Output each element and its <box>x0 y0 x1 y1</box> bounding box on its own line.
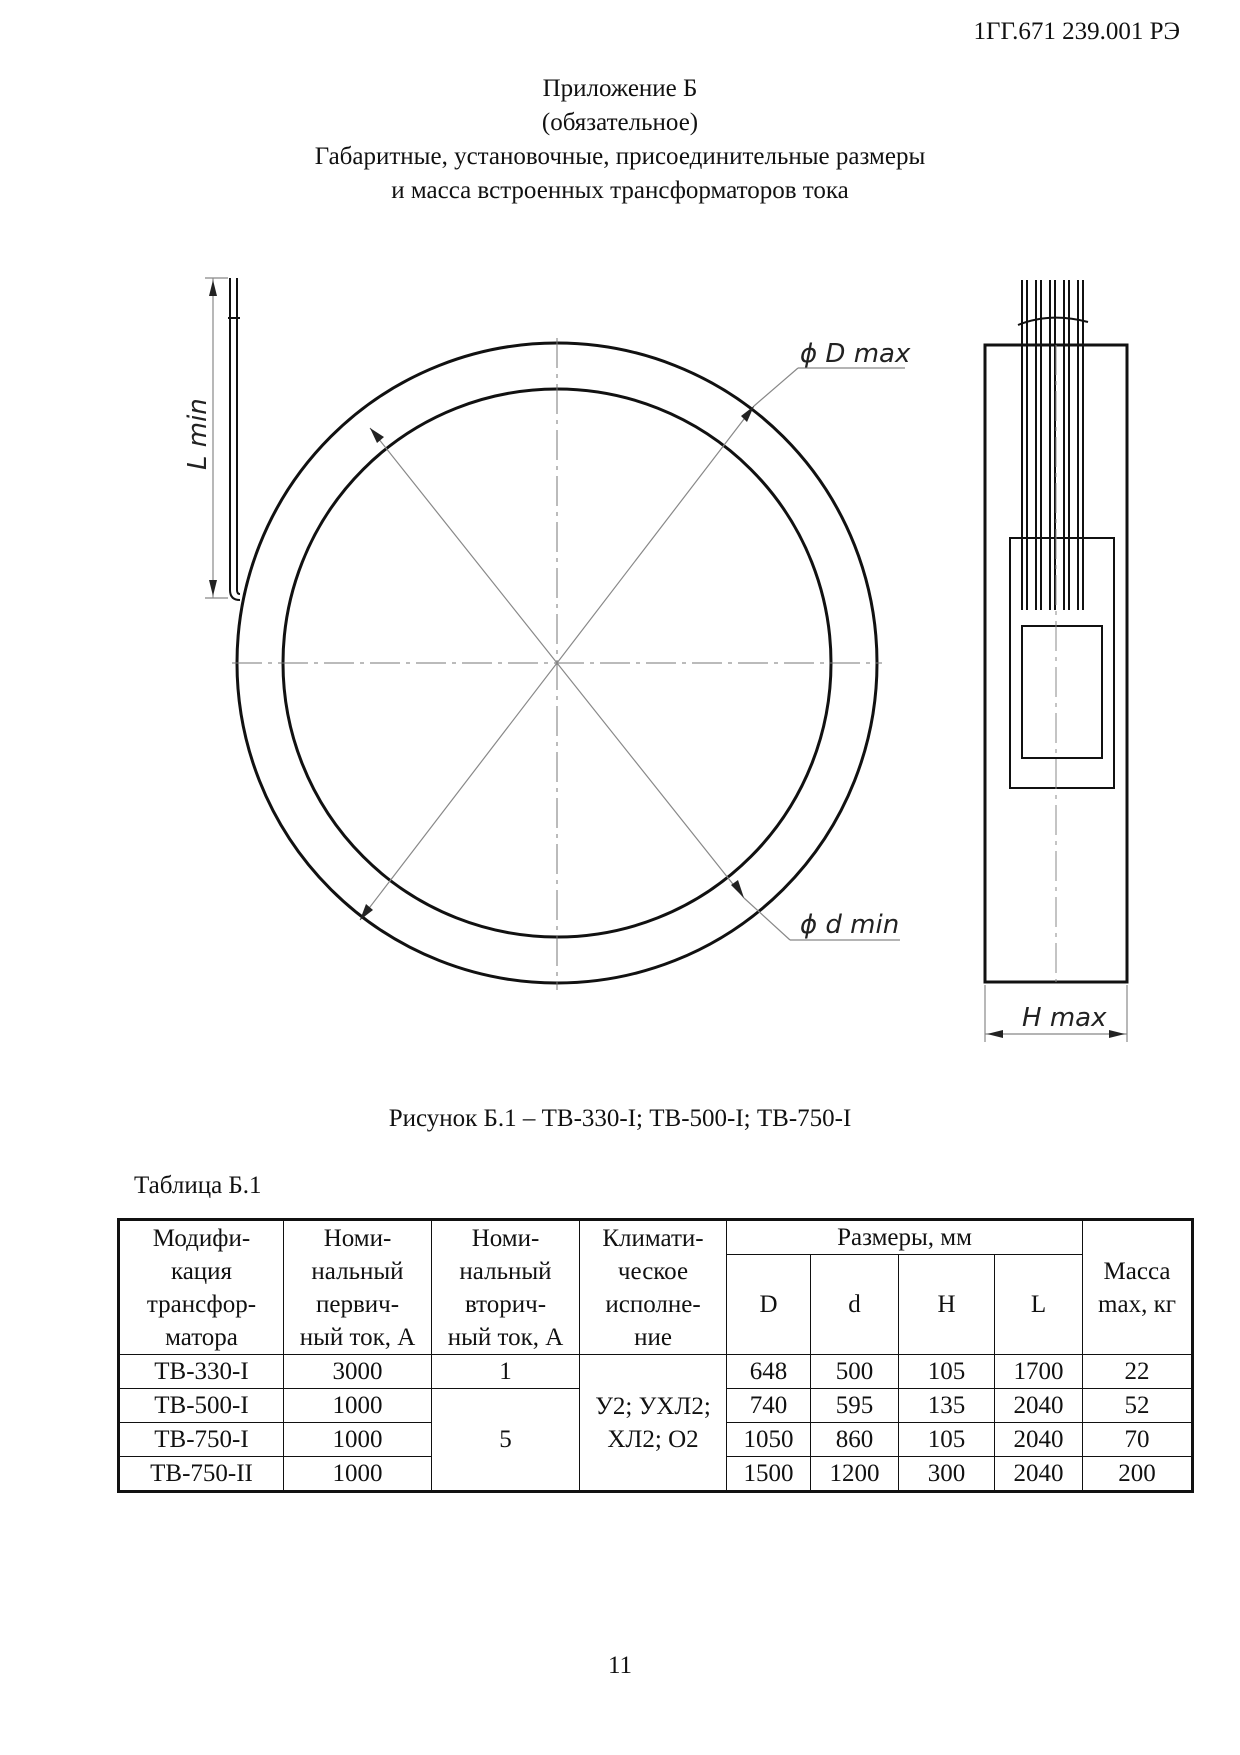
header-D: D <box>727 1255 811 1355</box>
table-row <box>119 1355 1193 1389</box>
cell-model: ТВ-750-II <box>119 1457 284 1492</box>
appendix-status: (обязательное) <box>541 109 699 136</box>
cell-L: 1700 <box>995 1355 1083 1389</box>
cell-L: 2040 <box>995 1457 1083 1492</box>
nameplate <box>1022 626 1102 758</box>
cell-d: 500 <box>811 1355 899 1389</box>
cell-secondary: 5 <box>432 1389 580 1492</box>
header-climate: Климати- ческое исполне- ние <box>580 1220 727 1355</box>
specification-table <box>117 1218 1194 1493</box>
center-lines <box>232 338 882 990</box>
cell-d: 595 <box>811 1389 899 1423</box>
header-modification: Модифи- кация трансфор- матора <box>119 1220 284 1355</box>
inner-diameter-label: ϕ d min <box>800 910 900 940</box>
cell-primary: 3000 <box>284 1355 432 1389</box>
cell-model: ТВ-750-I <box>119 1423 284 1457</box>
terminal-box <box>1010 538 1114 788</box>
appendix-subject-line1: Габаритные, установочные, присоединительные размеры <box>314 143 926 170</box>
cell-model: ТВ-330-I <box>119 1355 284 1389</box>
lead-wire <box>228 278 240 600</box>
lead-length-label: L min <box>183 398 213 470</box>
outer-diameter-label: ϕ D max <box>800 339 911 369</box>
cell-H: 300 <box>899 1457 995 1492</box>
header-primary-current: Номи- нальный первич- ный ток, А <box>284 1220 432 1355</box>
appendix-title: Приложение Б <box>542 75 698 102</box>
cell-climate: У2; УХЛ2; ХЛ2; О2 <box>580 1355 727 1492</box>
header-L: L <box>995 1255 1083 1355</box>
cell-H: 105 <box>899 1355 995 1389</box>
cell-H: 135 <box>899 1389 995 1423</box>
header-secondary-current: Номи- нальный вторич- ный ток, А <box>432 1220 580 1355</box>
header-H: H <box>899 1255 995 1355</box>
cell-primary: 1000 <box>284 1423 432 1457</box>
cell-d: 1200 <box>811 1457 899 1492</box>
appendix-subject-line2: и масса встроенных трансформаторов тока <box>391 177 849 204</box>
cell-mass: 200 <box>1083 1457 1193 1492</box>
cell-D: 1050 <box>727 1423 811 1457</box>
cell-L: 2040 <box>995 1423 1083 1457</box>
side-leads <box>1018 280 1088 610</box>
cell-mass: 52 <box>1083 1389 1193 1423</box>
diameter-dimension-lines <box>360 368 905 940</box>
front-view <box>205 278 905 990</box>
table-header-row-1 <box>119 1220 1193 1255</box>
cell-primary: 1000 <box>284 1457 432 1492</box>
header-d: d <box>811 1255 899 1355</box>
document-code: 1ГГ.671 239.001 РЭ <box>973 18 1180 45</box>
cell-mass: 22 <box>1083 1355 1193 1389</box>
cell-H: 105 <box>899 1423 995 1457</box>
cell-L: 2040 <box>995 1389 1083 1423</box>
cell-model: ТВ-500-I <box>119 1389 284 1423</box>
cell-primary: 1000 <box>284 1389 432 1423</box>
cell-d: 860 <box>811 1423 899 1457</box>
page-number: 11 <box>607 1652 633 1679</box>
cell-D: 648 <box>727 1355 811 1389</box>
cell-secondary: 1 <box>432 1355 580 1389</box>
cell-mass: 70 <box>1083 1423 1193 1457</box>
header-dimensions: Размеры, мм <box>727 1220 1083 1255</box>
table-title: Таблица Б.1 <box>134 1172 262 1199</box>
side-view <box>985 280 1127 1042</box>
cell-D: 1500 <box>727 1457 811 1492</box>
figure-caption: Рисунок Б.1 – ТВ-330-I; ТВ-500-I; ТВ-750-I <box>388 1105 852 1132</box>
header-mass: Масса max, кг <box>1083 1220 1193 1355</box>
height-label: H max <box>1022 1003 1107 1033</box>
cell-D: 740 <box>727 1389 811 1423</box>
